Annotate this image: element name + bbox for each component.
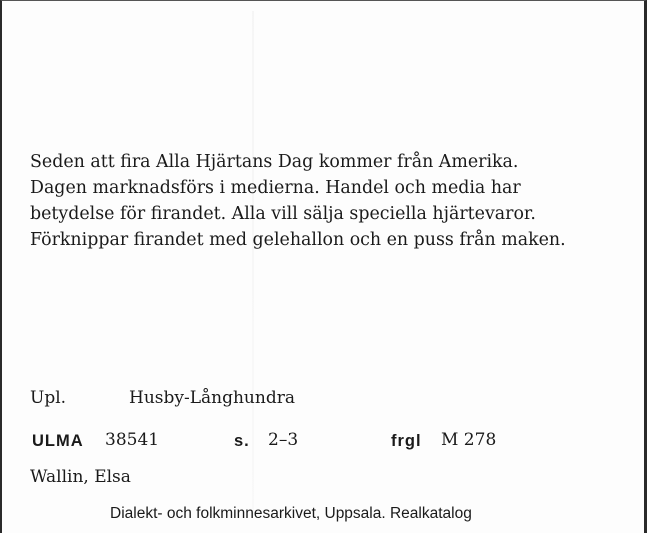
archive-label: ULMA	[32, 432, 84, 450]
text-line: Dagen marknadsförs i medierna. Handel och media har	[30, 178, 521, 198]
archive-footer: Dialekt- och folkminnesarkivet, Uppsala. Realkatalog	[110, 505, 472, 522]
province-abbrev: Upl.	[30, 388, 67, 408]
text-line: betydelse för firandet. Alla vill sälja speciella hjärtevaror.	[30, 204, 536, 224]
card-body-text	[30, 149, 630, 253]
questionnaire-value: M 278	[441, 430, 497, 450]
page-label: s.	[234, 432, 250, 450]
paper-bleed-mark	[252, 11, 254, 511]
archive-number: 38541	[105, 430, 160, 450]
informant-name: Wallin, Elsa	[30, 467, 131, 487]
text-line: Förknippar firandet med gelehallon och en puss från maken.	[30, 230, 566, 250]
questionnaire-label: frgl	[391, 432, 422, 450]
page-value: 2–3	[268, 430, 299, 450]
text-line: Seden att fira Alla Hjärtans Dag kommer från Amerika.	[30, 152, 519, 172]
parish-name: Husby-Långhundra	[129, 388, 295, 408]
